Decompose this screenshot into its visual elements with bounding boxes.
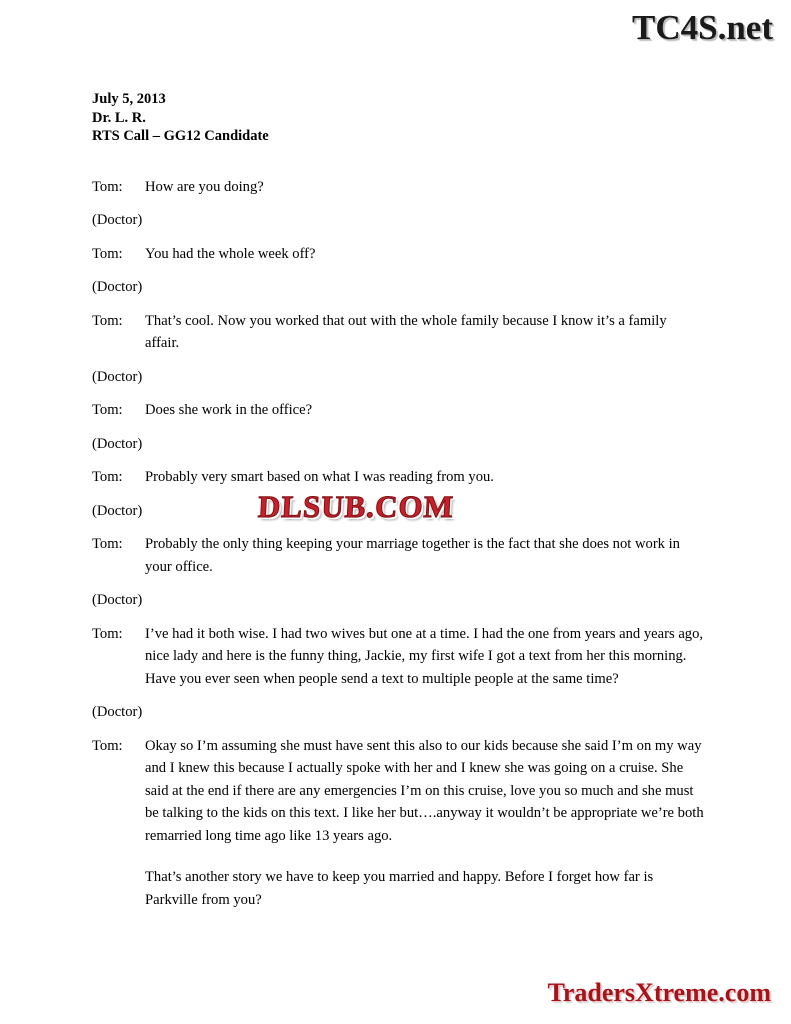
speaker-label: Tom: [92, 312, 123, 329]
document-body [92, 90, 704, 922]
speaker-label: (Doctor) [92, 212, 143, 228]
site-watermark-center: DLSUB.COM [257, 489, 455, 524]
header-date: July 5, 2013 [92, 91, 166, 107]
transcript-entry [92, 623, 704, 691]
transcript-entry [92, 500, 704, 523]
header-subject: RTS Call – GG12 Candidate [92, 128, 269, 144]
speaker-text: That’s cool. Now you worked that out with the whole family because I know it’s a family affair. [145, 312, 667, 351]
speaker-label: (Doctor) [92, 502, 143, 519]
speaker-label: (Doctor) [92, 592, 143, 608]
letter-header [92, 90, 704, 146]
speaker-text: You had the whole week off? [145, 245, 316, 262]
site-watermark-top: TC4S.net [632, 8, 773, 47]
speaker-label: (Doctor) [92, 435, 143, 452]
speaker-label: Tom: [92, 737, 123, 754]
transcript-entry [92, 701, 704, 724]
speaker-text: Does she work in the office? [145, 402, 313, 418]
transcript-entry [92, 735, 704, 912]
speaker-label: Tom: [92, 536, 123, 552]
speaker-label: Tom: [92, 469, 123, 485]
speaker-text: Probably the only thing keeping your marriage together is the fact that she does not work in your office. [145, 536, 680, 575]
speaker-label: Tom: [92, 178, 123, 195]
transcript-entry [92, 533, 704, 578]
transcript-entry [92, 399, 704, 422]
transcript-entry [92, 209, 704, 232]
transcript-entry [92, 176, 704, 199]
speaker-text: How are you doing? [145, 178, 264, 195]
transcript-entry [92, 433, 704, 456]
speaker-text: Okay so I’m assuming she must have sent this also to our kids because she said I’m on my way and I knew this because I actually spoke with her and I knew she was going on a cruise. She said at the end if there are any emergencies I’m on this cruise, love you so much and she must be talking to the kids on this text. I like her but….anyway it wouldn’t be appropriate we’re both remarried long time ago like 13 years ago. That’s another story we have to keep you married and happy. Before I forget how far is Parkville from you? [145, 737, 704, 908]
speaker-label: Tom: [92, 625, 123, 642]
transcript-entry [92, 310, 704, 355]
transcript-entry [92, 366, 704, 389]
speaker-label: Tom: [92, 402, 123, 418]
speaker-label: Tom: [92, 245, 123, 262]
header-recipient: Dr. L. R. [92, 109, 146, 126]
site-watermark-bottom: TradersXtreme.com [547, 978, 771, 1007]
transcript-entry [92, 276, 704, 299]
speaker-label: (Doctor) [92, 704, 143, 720]
speaker-text: Probably very smart based on what I was reading from you. [145, 469, 494, 485]
transcript-entry [92, 466, 704, 489]
speaker-label: (Doctor) [92, 279, 143, 295]
speaker-label: (Doctor) [92, 368, 143, 385]
transcript-entry [92, 589, 704, 612]
transcript-entry [92, 243, 704, 266]
speaker-text: I’ve had it both wise. I had two wives but one at a time. I had the one from years and years ago, nice lady and here is the funny thing, Jackie, my first wife I got a text from her this morning. Have you ever seen when people send a text to multiple people at the same time? [145, 625, 704, 687]
